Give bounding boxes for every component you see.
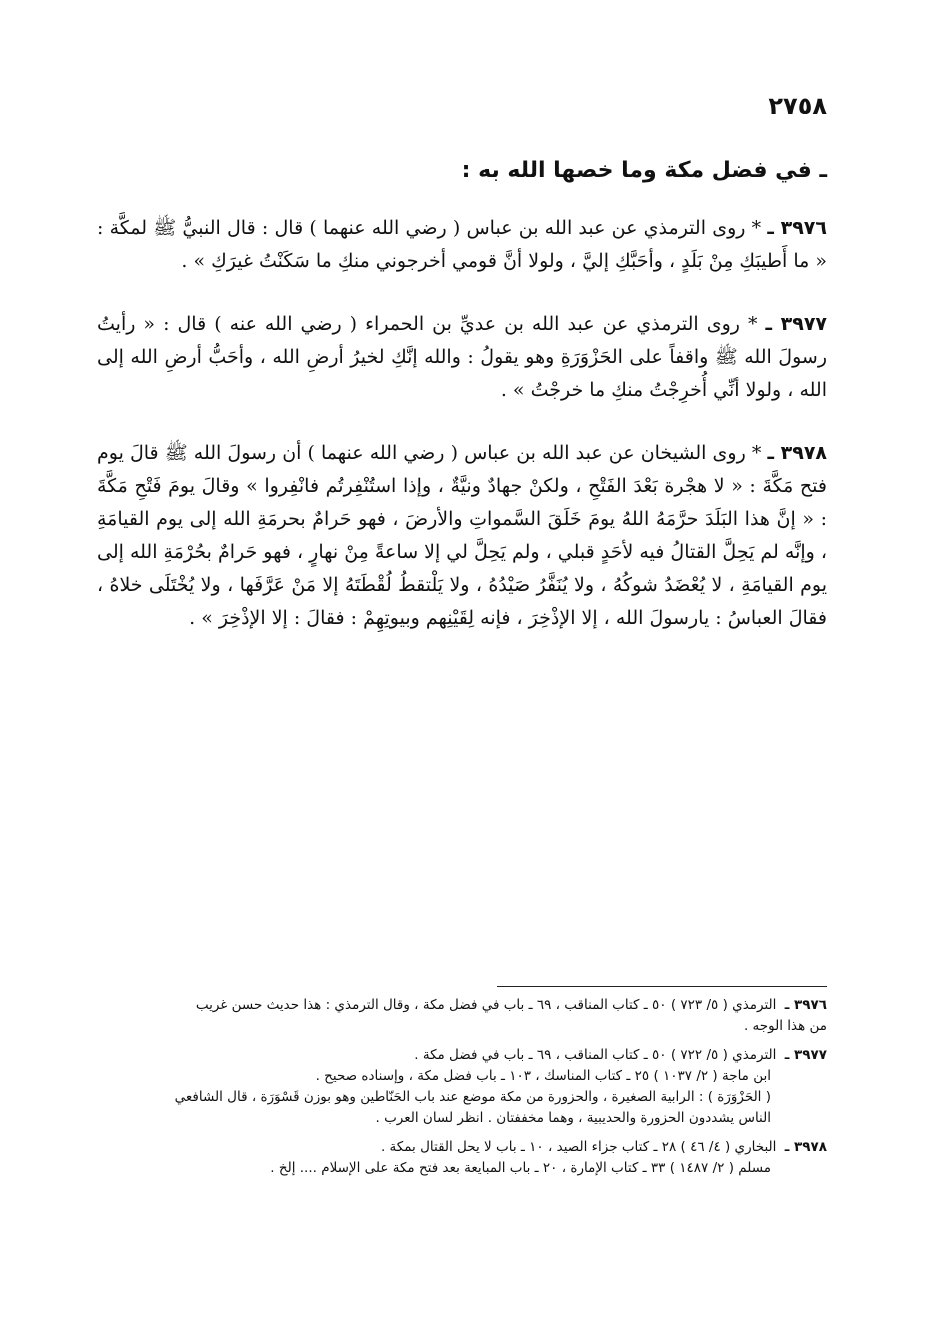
hadith-text: * روى الترمذي عن عبد الله بن عباس ( رضي الله عنهما ) قال : قال النبيُّ ﷺ لمكَّة : « ما أَطيبَكِ مِنْ بَلَدٍ ، وأحَبَّكِ إليَّ ، ولولا أنَّ قومي أخرجوني منكِ ما سَكَنْتُ غيرَكِ » . [97, 217, 827, 272]
footnote-line: ابن ماجة ( ٢/ ١٠٣٧ ) ٢٥ ـ كتاب المناسك ، ١٠٣ ـ باب فضل مكة ، وإسناده صحيح . [315, 1068, 771, 1084]
footnotes [92, 995, 827, 1187]
footnote-3976 [92, 995, 827, 1037]
footnote-number: ٣٩٧٧ ـ [784, 1047, 827, 1063]
footnote-line: الترمذي ( ٥/ ٧٢٢ ) ٥٠ ـ كتاب المناقب ، ٦٩ ـ باب في فضل مكة . [414, 1047, 777, 1063]
hadith-text: * روى الشيخان عن عبد الله بن عباس ( رضي الله عنهما ) أن رسولَ الله ﷺ قالَ يوم فتح مَكَّةَ : « لا هجْرة بَعْدَ الفَتْحِ ، ولكنْ جهادٌ ونيَّةٌ ، وإذا استُنْفِرتُم فانْفِروا » وقالَ يومَ فَتْحِ مَكَّةَ : « إنَّ هذا البَلَدَ حرَّمَهُ اللهُ يومَ خَلَقَ السَّمواتِ والأرضَ ، فهو حَرامٌ بحرمَةِ الله إلى يوم القيامَةِ ، وإنَّه لم يَحِلَّ القتالُ فيه لأحَدٍ قبلي ، ولم يَحِلَّ لي إلا ساعةً مِنْ نهارٍ ، فهو حَرامٌ بحُرْمَةِ الله إلى يوم القيامَةِ ، لا يُعْضَدُ شوكُهُ ، ولا يُنَفَّرُ صَيْدُهُ ، ولا يَلْتقطُ لُقْطَتَهُ إلا مَنْ عَرَّفَها ، ولا يُخْتَلَى خلاهُ ، فقالَ العباسُ : يارسولَ الله ، إلا الإذْخِرَ ، فإنه لِقَيْنِهم وبيوتِهِمْ : فقالَ : إلا الإذْخِرَ » . [97, 442, 827, 629]
footnote-number: ٣٩٧٨ ـ [784, 1139, 827, 1155]
hadith-text: * روى الترمذي عن عبد الله بن عديِّ بن الحمراء ( رضي الله عنه ) قال : « رأيتُ رسولَ الله ﷺ واقفاً على الحَزْوَرَةِ وهو يقولُ : والله إنَّكِ لخيرُ أرضِ الله ، وأحَبُّ أرضِ الله إلى الله ، ولولا أنِّي أُخرِجْتُ منكِ ما خرجْتُ » . [97, 313, 827, 401]
footnote-line: الترمذي ( ٥/ ٧٢٣ ) ٥٠ ـ كتاب المناقب ، ٦٩ ـ باب في فضل مكة ، وقال الترمذي : هذا حديث حسن غريب [195, 997, 777, 1013]
footnote-number: ٣٩٧٦ ـ [784, 997, 827, 1013]
footnote-line: الناس يشددون الحزورة والحديبية ، وهما مخففتان . انظر لسان العرب . [375, 1110, 771, 1126]
footnote-line: البخاري ( ٤/ ٤٦ ) ٢٨ ـ كتاب جزاء الصيد ، ١٠ ـ باب لا يحل القتال بمكة . [380, 1139, 777, 1155]
hadith-number: ٣٩٧٦ ـ [767, 217, 827, 239]
footnote-3977 [92, 1045, 827, 1129]
hadith-3978 [97, 437, 827, 635]
page-number: ٢٧٥٨ [768, 92, 827, 120]
footnote-line: مسلم ( ٢/ ١٤٨٧ ) ٣٣ ـ كتاب الإمارة ، ٢٠ ـ باب المبايعة بعد فتح مكة على الإسلام .... إلخ . [270, 1160, 771, 1176]
footnote-line: ( الحَزْوَرَة ) : الرابية الصغيرة ، والحزورة من مكة موضع عند باب الحَنّاطين وهو بوزن قَسْوَرَة ، قال الشافعي [174, 1089, 771, 1105]
hadith-3977 [97, 308, 827, 407]
hadith-body [97, 212, 827, 665]
section-title: ـ في فضل مكة وما خصها الله به : [461, 158, 827, 183]
hadith-3976 [97, 212, 827, 278]
footnote-line: من هذا الوجه . [743, 1018, 827, 1034]
hadith-number: ٣٩٧٧ ـ [765, 313, 828, 335]
footnote-3978 [92, 1137, 827, 1179]
footnote-divider [497, 986, 827, 987]
hadith-number: ٣٩٧٨ ـ [767, 442, 828, 464]
